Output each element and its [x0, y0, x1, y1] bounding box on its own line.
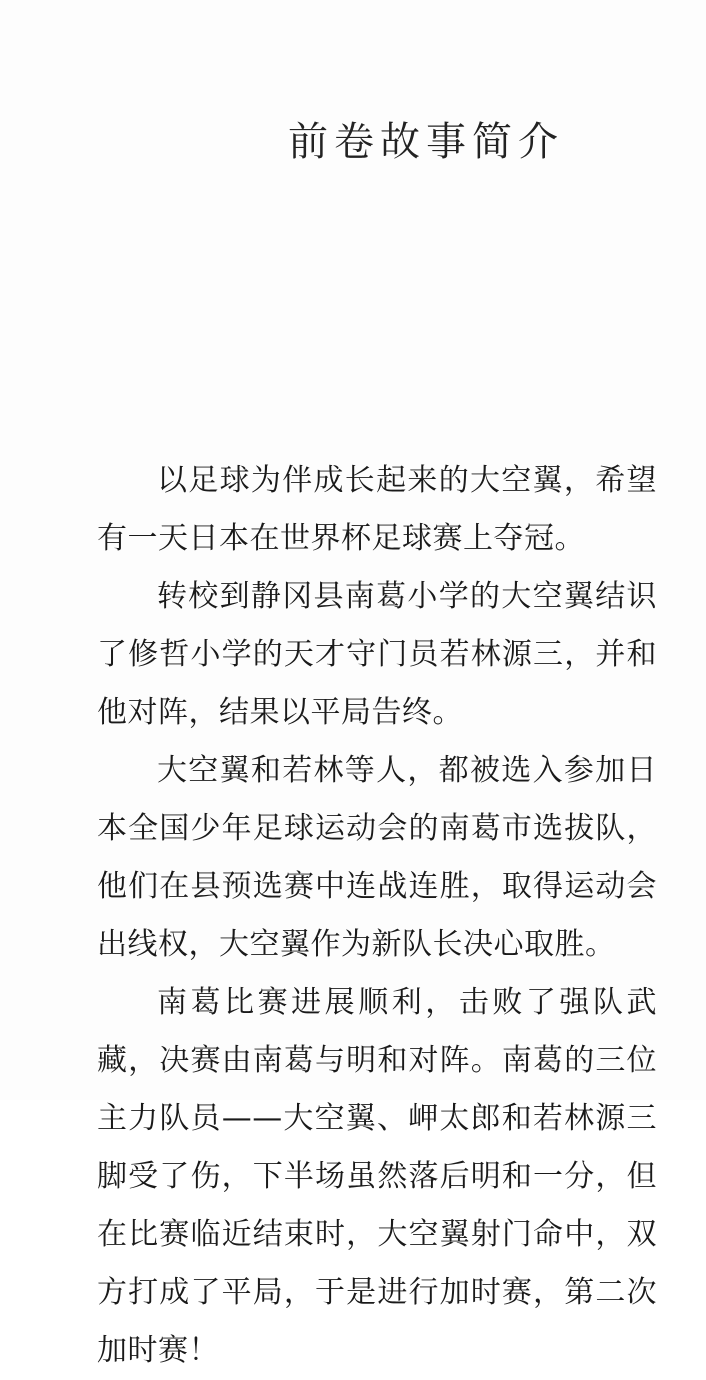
- paragraph-2: 转校到静冈县南葛小学的大空翼结识了修哲小学的天才守门员若林源三，并和他对阵，结果以平局告终。: [97, 579, 657, 730]
- paragraph-1: 以足球为伴成长起来的大空翼，希望有一天日本在世界杯足球赛上夺冠。: [97, 463, 657, 556]
- page-title: 前卷故事简介: [288, 119, 564, 165]
- paragraph-3: 大空翼和若林等人，都被选入参加日本全国少年足球运动会的南葛市选拔队，他们在县预选赛中连战连胜，取得运动会出线权，大空翼作为新队长决心取胜。: [97, 753, 657, 962]
- paragraph-4: 南葛比赛进展顺利，击败了强队武藏，决赛由南葛与明和对阵。南葛的三位主力队员——大空翼、岬太郎和若林源三脚受了伤，下半场虽然落后明和一分，但在比赛临近结束时，大空翼射门命中，双方打成了平局，于是进行加时赛，第二次加时赛！: [97, 985, 657, 1368]
- synopsis-body: [97, 452, 657, 1380]
